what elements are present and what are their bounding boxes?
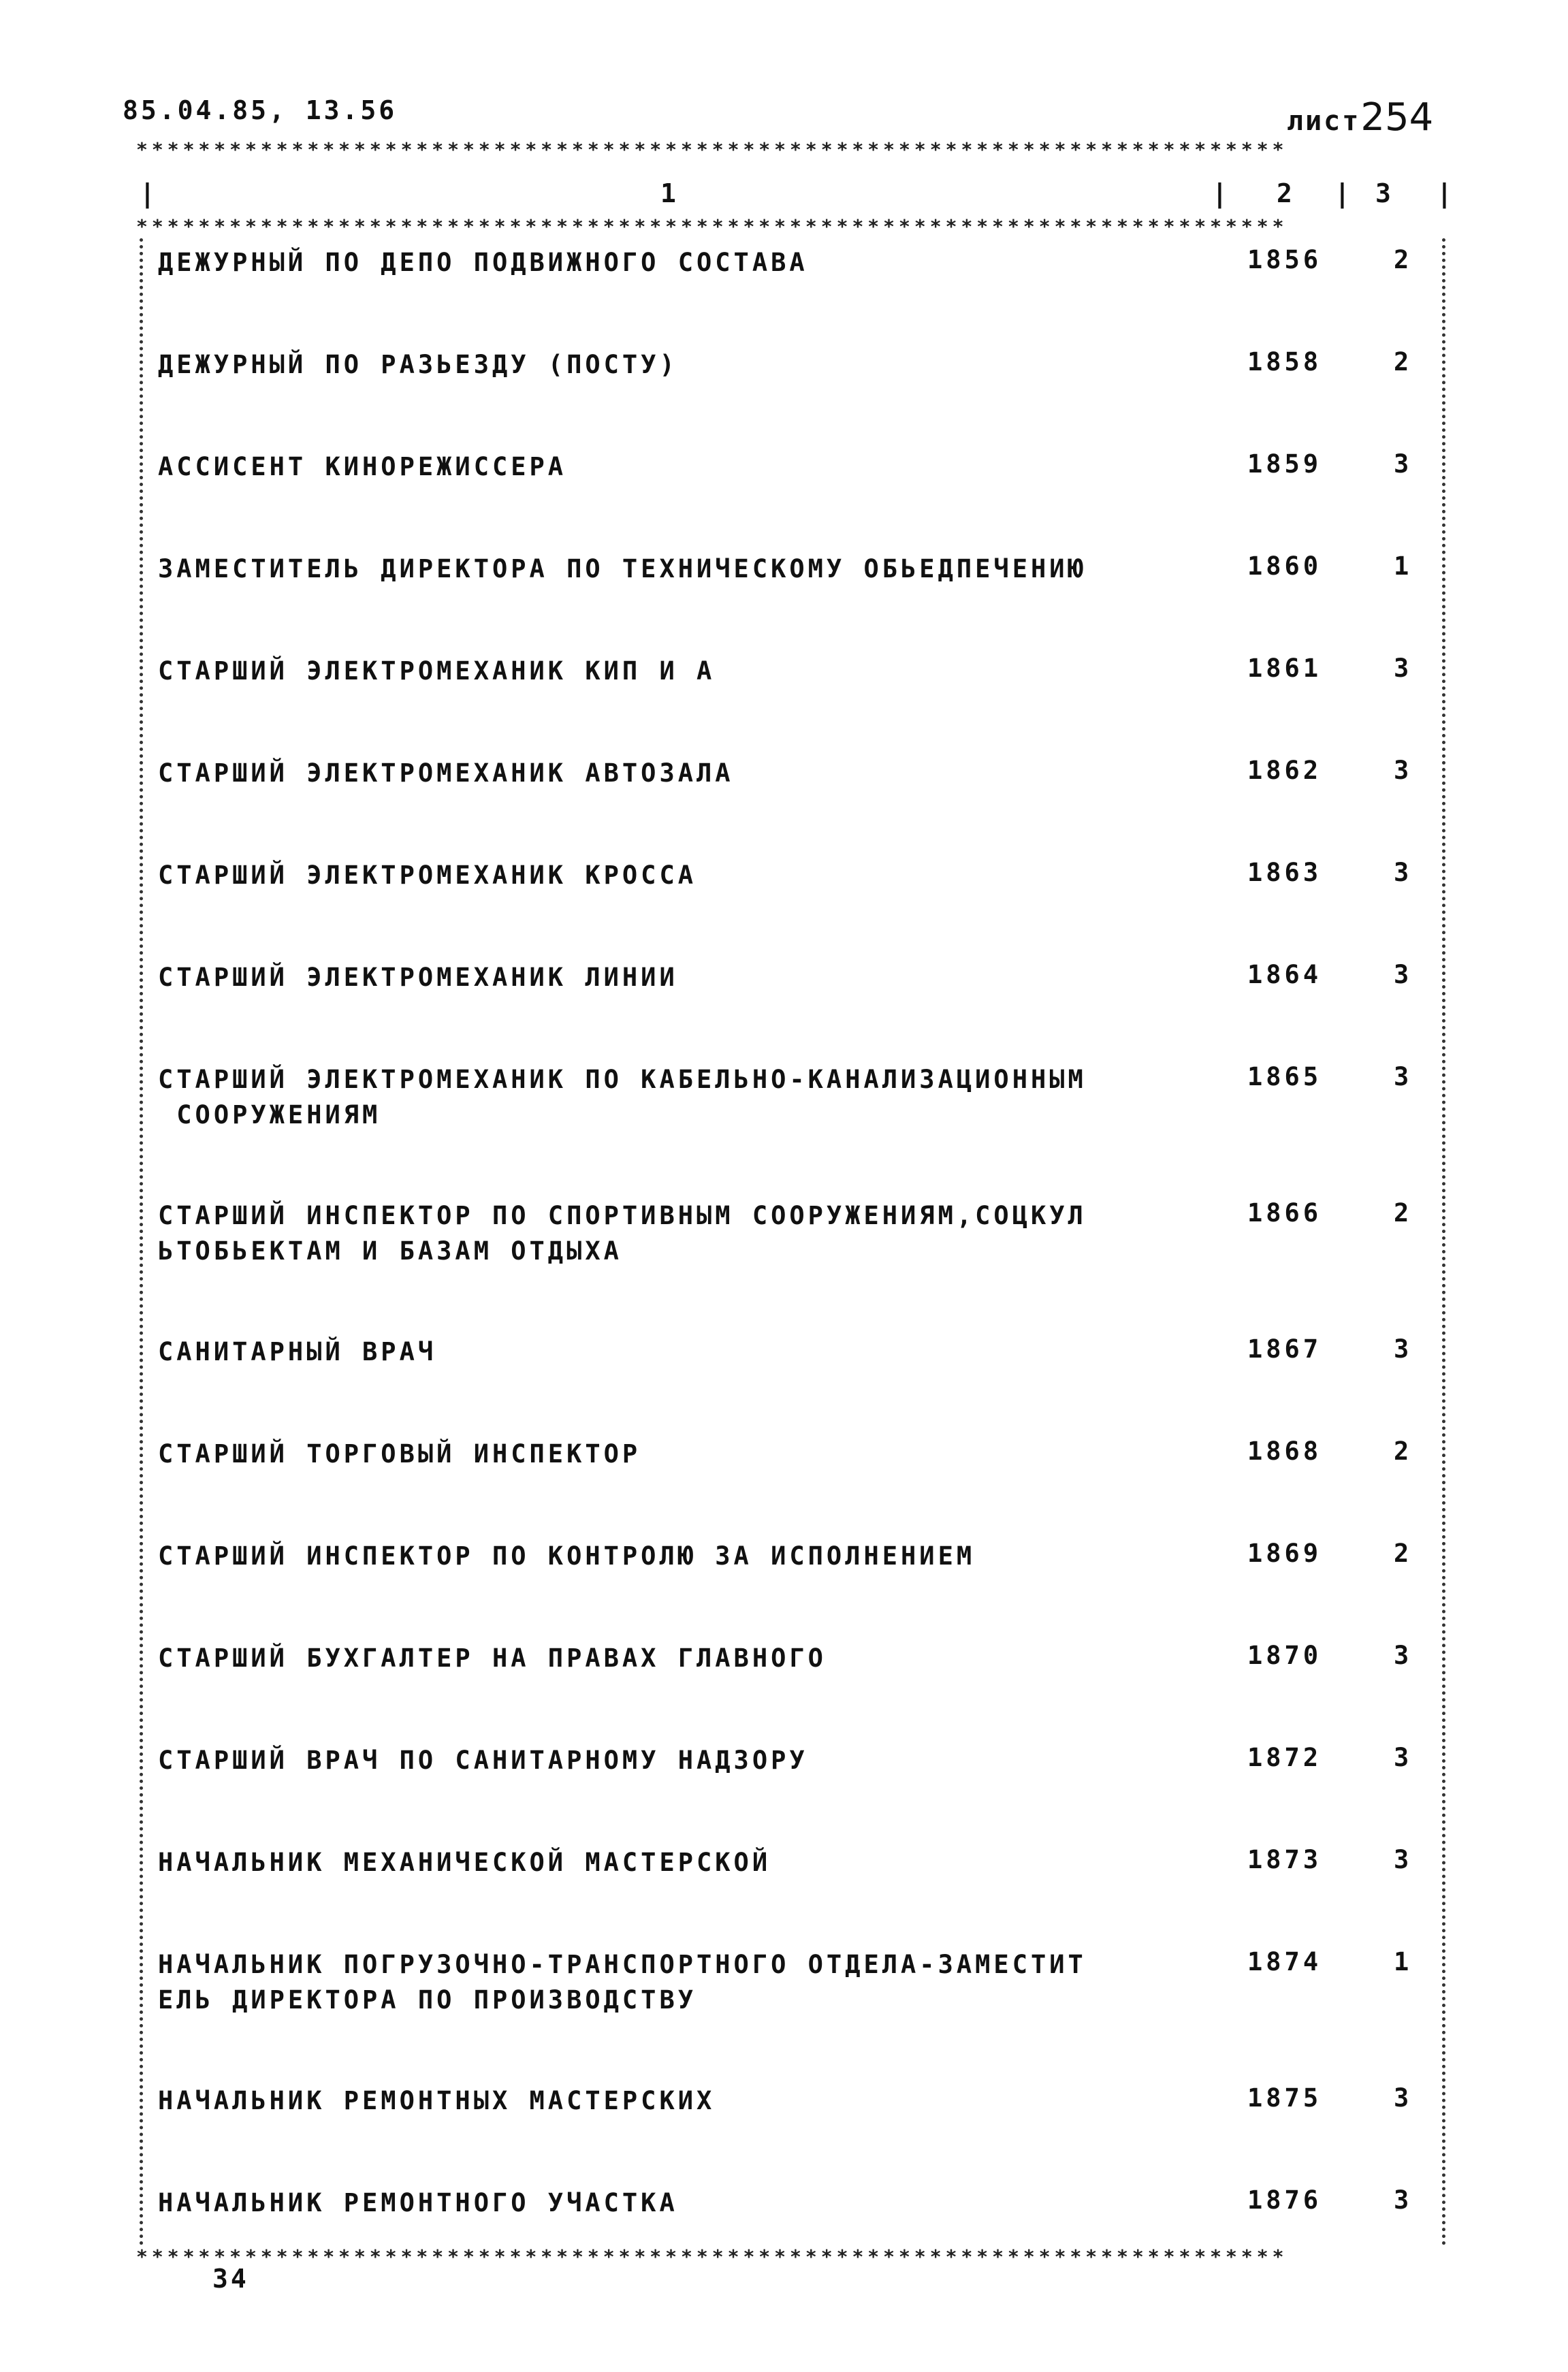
position-name: САНИТАРНЫЙ ВРАЧ [158,1337,437,1366]
position-category: 1 [1394,1947,1409,1976]
column-header-border-right: | [1437,178,1452,208]
position-name: НАЧАЛЬНИК РЕМОНТНЫХ МАСТЕРСКИХ [158,2086,716,2115]
position-code: 1867 [1247,1334,1322,1364]
position-code: 1872 [1247,1743,1322,1772]
position-code: 1864 [1247,960,1322,989]
column-header-2: 2 [1277,178,1292,208]
header-star-border: ************************************************************************** [136,217,1288,237]
position-name: НАЧАЛЬНИК ПОГРУЗОЧНО-ТРАНСПОРТНОГО ОТДЕЛА-ЗАМЕСТИТ ЕЛЬ ДИРЕКТОРА ПО ПРОИЗВОДСТВУ [158,1950,1087,2015]
position-name: СТАРШИЙ ЭЛЕКТРОМЕХАНИК КРОССА [158,861,697,890]
table-left-border [140,238,143,2247]
position-name: СТАРШИЙ ЭЛЕКТРОМЕХАНИК КИП И А [158,656,716,686]
position-code: 1865 [1247,1062,1322,1091]
position-code: 1876 [1247,2185,1322,2215]
position-code: 1870 [1247,1641,1322,1670]
position-code: 1859 [1247,449,1322,479]
column-header-3: 3 [1375,178,1391,208]
position-category: 3 [1394,1845,1409,1874]
column-header-1: 1 [660,178,676,208]
position-name: СТАРШИЙ ИНСПЕКТОР ПО СПОРТИВНЫМ СООРУЖЕНИЯМ,СОЦКУЛ ЬТОБЬЕКТАМ И БАЗАМ ОТДЫХА [158,1201,1087,1266]
position-code: 1858 [1247,347,1322,376]
column-header-divider-2: | [1334,178,1350,208]
bottom-star-border: ************************************************************************** [136,2247,1288,2267]
position-code: 1860 [1247,551,1322,581]
position-category: 3 [1394,1062,1409,1091]
position-name: НАЧАЛЬНИК РЕМОНТНОГО УЧАСТКА [158,2188,678,2217]
column-header-border-left: | [140,178,155,208]
position-code: 1861 [1247,654,1322,683]
position-category: 2 [1394,1437,1409,1466]
position-code: 1866 [1247,1198,1322,1228]
position-category: 3 [1394,858,1409,887]
position-name: АССИСЕНТ КИНОРЕЖИССЕРА [158,452,567,481]
position-category: 3 [1394,1743,1409,1772]
top-star-border: ************************************************************************** [136,140,1288,160]
position-category: 3 [1394,756,1409,785]
position-name: СТАРШИЙ ЭЛЕКТРОМЕХАНИК ЛИНИИ [158,963,678,992]
position-name: НАЧАЛЬНИК МЕХАНИЧЕСКОЙ МАСТЕРСКОЙ [158,1848,771,1877]
position-name: СТАРШИЙ ИНСПЕКТОР ПО КОНТРОЛЮ ЗА ИСПОЛНЕНИЕМ [158,1541,976,1571]
position-name: СТАРШИЙ ВРАЧ ПО САНИТАРНОМУ НАДЗОРУ [158,1746,808,1775]
position-code: 1863 [1247,858,1322,887]
position-name: СТАРШИЙ БУХГАЛТЕР НА ПРАВАХ ГЛАВНОГО [158,1644,827,1673]
print-timestamp: 85.04.85, 13.56 [123,95,398,125]
position-category: 3 [1394,960,1409,989]
table-right-border [1442,238,1445,2247]
position-name: ДЕЖУРНЫЙ ПО РАЗЬЕЗДУ (ПОСТУ) [158,350,678,379]
position-category: 3 [1394,1334,1409,1364]
position-code: 1873 [1247,1845,1322,1874]
position-name: СТАРШИЙ ЭЛЕКТРОМЕХАНИК ПО КАБЕЛЬНО-КАНАЛИЗАЦИОННЫМ СООРУЖЕНИЯМ [158,1065,1087,1129]
position-code: 1862 [1247,756,1322,785]
position-name: СТАРШИЙ ЭЛЕКТРОМЕХАНИК АВТОЗАЛА [158,758,734,788]
position-category: 3 [1394,654,1409,683]
position-category: 3 [1394,2083,1409,2113]
position-name: ЗАМЕСТИТЕЛЬ ДИРЕКТОРА ПО ТЕХНИЧЕСКОМУ ОБЬЕДПЕЧЕНИЮ [158,554,1087,583]
sheet-label-text: лист [1287,106,1361,137]
position-code: 1868 [1247,1437,1322,1466]
position-category: 3 [1394,449,1409,479]
column-header-divider-1: | [1212,178,1228,208]
position-code: 1875 [1247,2083,1322,2113]
position-name: ДЕЖУРНЫЙ ПО ДЕПО ПОДВИЖНОГО СОСТАВА [158,248,808,277]
position-category: 2 [1394,347,1409,376]
position-category: 2 [1394,1539,1409,1568]
position-category: 2 [1394,1198,1409,1228]
table-body [0,238,1568,2247]
sheet-label [1287,95,1433,140]
position-name: СТАРШИЙ ТОРГОВЫЙ ИНСПЕКТОР [158,1439,641,1469]
position-code: 1856 [1247,245,1322,274]
position-code: 1874 [1247,1947,1322,1976]
sheet-number: 254 [1360,95,1434,140]
page-number: 34 [212,2264,249,2294]
position-code: 1869 [1247,1539,1322,1568]
position-category: 1 [1394,551,1409,581]
position-category: 3 [1394,2185,1409,2215]
position-category: 3 [1394,1641,1409,1670]
position-category: 2 [1394,245,1409,274]
